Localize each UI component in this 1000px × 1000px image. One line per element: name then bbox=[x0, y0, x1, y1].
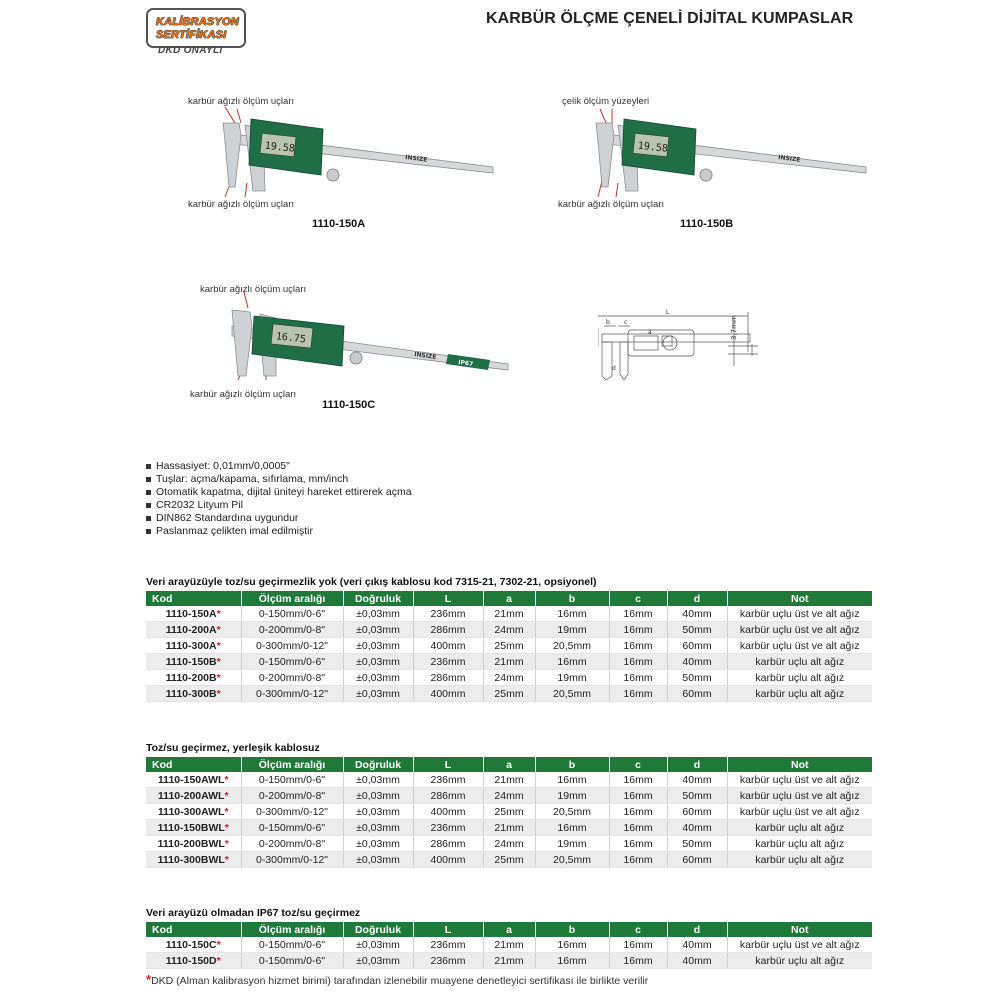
table-cell: karbür uçlu üst ve alt ağız bbox=[727, 788, 872, 804]
table-cell: 60mm bbox=[667, 686, 727, 702]
callout-a-top: karbür ağızlı ölçüm uçları bbox=[188, 96, 295, 107]
table-row bbox=[146, 836, 872, 852]
table-cell: karbür uçlu üst ve alt ağız bbox=[727, 622, 872, 638]
table-cell: 24mm bbox=[483, 788, 535, 804]
table-cell: karbür uçlu üst ve alt ağız bbox=[727, 772, 872, 788]
column-header: L bbox=[413, 757, 483, 772]
callout-b-bottom: karbür ağızlı ölçüm uçları bbox=[558, 199, 665, 210]
table-cell: 236mm bbox=[413, 606, 483, 622]
dim-label-d: d bbox=[612, 365, 616, 372]
table-cell: karbür uçlu alt ağız bbox=[727, 852, 872, 868]
table-cell: karbür uçlu alt ağız bbox=[727, 654, 872, 670]
table-cell: ±0,03mm bbox=[343, 953, 413, 969]
dim-label-c: c bbox=[624, 319, 628, 326]
lcd-value-b: 19.58 bbox=[637, 140, 669, 155]
dim-label-3-7mm: 3,7mm bbox=[730, 315, 738, 340]
product-code-cell bbox=[146, 686, 241, 702]
spec-table-1 bbox=[146, 591, 872, 702]
table-row bbox=[146, 686, 872, 702]
table-cell: ±0,03mm bbox=[343, 820, 413, 836]
table-cell: 24mm bbox=[483, 836, 535, 852]
table-cell: ±0,03mm bbox=[343, 937, 413, 953]
table-cell: 24mm bbox=[483, 622, 535, 638]
column-header: L bbox=[413, 591, 483, 606]
feature-item: Hassasiyet: 0,01mm/0,0005" bbox=[146, 460, 412, 473]
table-header-row bbox=[146, 591, 872, 606]
table-cell: ±0,03mm bbox=[343, 772, 413, 788]
product-code-cell bbox=[146, 937, 241, 953]
dkd-star: * bbox=[224, 837, 229, 850]
table-cell: ±0,03mm bbox=[343, 606, 413, 622]
table-cell: 20,5mm bbox=[535, 638, 609, 654]
table-cell: ±0,03mm bbox=[343, 686, 413, 702]
table-cell: 0-300mm/0-12" bbox=[241, 638, 343, 654]
column-header: Not bbox=[727, 922, 872, 937]
table-cell: 400mm bbox=[413, 638, 483, 654]
badge-line-1: KALİBRASYON bbox=[156, 16, 239, 28]
column-header: Doğruluk bbox=[343, 757, 413, 772]
table-cell: karbür uçlu alt ağız bbox=[727, 670, 872, 686]
table-cell: 16mm bbox=[609, 804, 667, 820]
table-cell: 236mm bbox=[413, 937, 483, 953]
table-cell: 286mm bbox=[413, 788, 483, 804]
table-cell: 0-150mm/0-6" bbox=[241, 772, 343, 788]
page-title: KARBÜR ÖLÇME ÇENELİ DİJİTAL KUMPASLAR bbox=[486, 10, 854, 27]
model-label-c: 1110-150C bbox=[322, 399, 376, 411]
table-row bbox=[146, 638, 872, 654]
column-header: c bbox=[609, 922, 667, 937]
table-2-title: Toz/su geçirmez, yerleşik kablosuz bbox=[146, 742, 320, 754]
product-code: 1110-150AWL bbox=[157, 773, 225, 786]
table-cell: 25mm bbox=[483, 804, 535, 820]
table-cell: 16mm bbox=[535, 654, 609, 670]
table-cell: 20,5mm bbox=[535, 804, 609, 820]
column-header: Ölçüm aralığı bbox=[241, 757, 343, 772]
column-header: a bbox=[483, 591, 535, 606]
table-cell: 16mm bbox=[609, 953, 667, 969]
table-cell: 16mm bbox=[535, 937, 609, 953]
table-cell: ±0,03mm bbox=[343, 670, 413, 686]
column-header: c bbox=[609, 757, 667, 772]
table-cell: 21mm bbox=[483, 654, 535, 670]
table-cell: 286mm bbox=[413, 836, 483, 852]
table-row bbox=[146, 953, 872, 969]
feature-item: Paslanmaz çelikten imal edilmiştir bbox=[146, 525, 412, 538]
product-code: 1110-150B bbox=[165, 655, 217, 668]
column-header: b bbox=[535, 922, 609, 937]
callout-c-top: karbür ağızlı ölçüm uçları bbox=[200, 284, 307, 295]
product-code-cell bbox=[146, 772, 241, 788]
column-header: Kod bbox=[146, 757, 241, 772]
footnote bbox=[146, 972, 648, 987]
table-cell: 16mm bbox=[609, 937, 667, 953]
product-code: 1110-300BWL bbox=[157, 853, 225, 866]
table-cell: 19mm bbox=[535, 622, 609, 638]
product-code-cell bbox=[146, 654, 241, 670]
table-cell: 40mm bbox=[667, 772, 727, 788]
table-cell: karbür uçlu üst ve alt ağız bbox=[727, 638, 872, 654]
product-code: 1110-150A bbox=[165, 607, 217, 620]
table-cell: 50mm bbox=[667, 836, 727, 852]
column-header: b bbox=[535, 591, 609, 606]
column-header: a bbox=[483, 922, 535, 937]
table-cell: 286mm bbox=[413, 622, 483, 638]
dim-label-L: L bbox=[666, 309, 670, 316]
dkd-star: * bbox=[216, 639, 221, 652]
badge-line-3: DKD ONAYLI bbox=[158, 45, 223, 56]
table-cell: 21mm bbox=[483, 820, 535, 836]
table-cell: 16mm bbox=[609, 836, 667, 852]
table-row bbox=[146, 772, 872, 788]
table-cell: karbür uçlu alt ağız bbox=[727, 686, 872, 702]
table-cell: karbür uçlu üst ve alt ağız bbox=[727, 606, 872, 622]
model-label-a: 1110-150A bbox=[312, 218, 366, 230]
table-cell: 16mm bbox=[609, 670, 667, 686]
table-cell: 0-300mm/0-12" bbox=[241, 686, 343, 702]
feature-item: Tuşlar: açma/kapama, sıfırlama, mm/inch bbox=[146, 473, 412, 486]
dkd-star: * bbox=[216, 687, 221, 700]
table-cell: 0-150mm/0-6" bbox=[241, 606, 343, 622]
product-code-cell bbox=[146, 953, 241, 969]
column-header: Doğruluk bbox=[343, 922, 413, 937]
table-3-title: Veri arayüzü olmadan IP67 toz/su geçirmez bbox=[146, 907, 361, 919]
dkd-star: * bbox=[224, 805, 229, 818]
table-row bbox=[146, 937, 872, 953]
table-cell: karbür uçlu alt ağız bbox=[727, 953, 872, 969]
table-cell: 60mm bbox=[667, 804, 727, 820]
dim-label-b: b bbox=[606, 319, 610, 326]
table-cell: 24mm bbox=[483, 670, 535, 686]
dkd-star: * bbox=[216, 954, 221, 967]
column-header: Doğruluk bbox=[343, 591, 413, 606]
column-header: b bbox=[535, 757, 609, 772]
footnote-text: DKD (Alman kalibrasyon hizmet birimi) tarafından izlenebilir muayene denetleyici sertifikası ile birlikte verilir bbox=[151, 975, 649, 987]
table-cell: ±0,03mm bbox=[343, 638, 413, 654]
dkd-star: * bbox=[216, 607, 221, 620]
table-cell: karbür uçlu üst ve alt ağız bbox=[727, 937, 872, 953]
column-header: Ölçüm aralığı bbox=[241, 591, 343, 606]
table-cell: 40mm bbox=[667, 937, 727, 953]
table-cell: 19mm bbox=[535, 788, 609, 804]
table-cell: 0-200mm/0-8" bbox=[241, 622, 343, 638]
table-cell: 16mm bbox=[609, 788, 667, 804]
table-row bbox=[146, 820, 872, 836]
table-cell: ±0,03mm bbox=[343, 654, 413, 670]
model-label-b: 1110-150B bbox=[680, 218, 734, 230]
table-cell: 0-300mm/0-12" bbox=[241, 804, 343, 820]
table-cell: 236mm bbox=[413, 654, 483, 670]
brand-logo-a: INSIZE bbox=[404, 154, 428, 164]
callout-c-bottom: karbür ağızlı ölçüm uçları bbox=[190, 389, 297, 400]
table-cell: 16mm bbox=[609, 820, 667, 836]
caliper-image-b bbox=[578, 105, 878, 205]
table-cell: 0-150mm/0-6" bbox=[241, 937, 343, 953]
product-code-cell bbox=[146, 804, 241, 820]
table-cell: ±0,03mm bbox=[343, 852, 413, 868]
calibration-badge bbox=[146, 8, 258, 54]
table-cell: 25mm bbox=[483, 638, 535, 654]
table-cell: 19mm bbox=[535, 836, 609, 852]
dkd-star: * bbox=[216, 623, 221, 636]
product-code-cell bbox=[146, 638, 241, 654]
product-code-cell bbox=[146, 820, 241, 836]
table-row bbox=[146, 654, 872, 670]
product-code: 1110-200B bbox=[165, 671, 217, 684]
callout-b-top: çelik ölçüm yüzeyleri bbox=[562, 96, 650, 107]
table-cell: 50mm bbox=[667, 622, 727, 638]
product-code-cell bbox=[146, 606, 241, 622]
table-cell: 25mm bbox=[483, 686, 535, 702]
table-cell: 16mm bbox=[535, 953, 609, 969]
table-cell: 0-150mm/0-6" bbox=[241, 820, 343, 836]
column-header: L bbox=[413, 922, 483, 937]
column-header: a bbox=[483, 757, 535, 772]
table-row bbox=[146, 606, 872, 622]
feature-item: DIN862 Standardına uygundur bbox=[146, 512, 412, 525]
column-header: d bbox=[667, 922, 727, 937]
feature-item: CR2032 Lityum Pil bbox=[146, 499, 412, 512]
dkd-star: * bbox=[224, 773, 229, 786]
table-cell: 21mm bbox=[483, 953, 535, 969]
product-code: 1110-200BWL bbox=[157, 837, 225, 850]
dkd-star: * bbox=[224, 853, 229, 866]
caliper-image-a bbox=[205, 105, 505, 205]
table-cell: 0-150mm/0-6" bbox=[241, 654, 343, 670]
product-code-cell bbox=[146, 836, 241, 852]
product-code-cell bbox=[146, 788, 241, 804]
column-header: Ölçüm aralığı bbox=[241, 922, 343, 937]
table-cell: 40mm bbox=[667, 654, 727, 670]
product-code: 1110-200A bbox=[165, 623, 217, 636]
dkd-star: * bbox=[216, 938, 221, 951]
table-cell: 400mm bbox=[413, 686, 483, 702]
badge-frame bbox=[146, 8, 246, 48]
table-cell: 16mm bbox=[535, 772, 609, 788]
column-header: Not bbox=[727, 591, 872, 606]
dkd-star: * bbox=[224, 821, 229, 834]
table-cell: 50mm bbox=[667, 788, 727, 804]
table-cell: 60mm bbox=[667, 852, 727, 868]
table-cell: 16mm bbox=[609, 638, 667, 654]
brand-logo-b: INSIZE bbox=[777, 154, 801, 164]
column-header: c bbox=[609, 591, 667, 606]
table-cell: 16mm bbox=[609, 686, 667, 702]
column-header: d bbox=[667, 591, 727, 606]
feature-list bbox=[146, 460, 412, 538]
table-cell: 25mm bbox=[483, 852, 535, 868]
column-header: Kod bbox=[146, 922, 241, 937]
product-code: 1110-150BWL bbox=[157, 821, 225, 834]
table-header-row bbox=[146, 757, 872, 772]
product-code: 1110-300AWL bbox=[157, 805, 225, 818]
table-cell: 400mm bbox=[413, 852, 483, 868]
table-cell: 50mm bbox=[667, 670, 727, 686]
spec-table-3 bbox=[146, 922, 872, 969]
column-header: d bbox=[667, 757, 727, 772]
table-cell: ±0,03mm bbox=[343, 804, 413, 820]
table-cell: ±0,03mm bbox=[343, 836, 413, 852]
column-header: Kod bbox=[146, 591, 241, 606]
table-cell: 236mm bbox=[413, 772, 483, 788]
badge-line-2: SERTİFİKASI bbox=[156, 29, 227, 41]
table-cell: 286mm bbox=[413, 670, 483, 686]
table-cell: 21mm bbox=[483, 937, 535, 953]
caliper-image-c bbox=[218, 292, 518, 388]
table-cell: 400mm bbox=[413, 804, 483, 820]
table-cell: 21mm bbox=[483, 606, 535, 622]
table-cell: 16mm bbox=[535, 820, 609, 836]
table-cell: 16mm bbox=[609, 654, 667, 670]
dimension-diagram bbox=[598, 306, 774, 390]
table-header-row bbox=[146, 922, 872, 937]
table-cell: 16mm bbox=[609, 852, 667, 868]
table-cell: karbür uçlu üst ve alt ağız bbox=[727, 804, 872, 820]
table-cell: 0-300mm/0-12" bbox=[241, 852, 343, 868]
table-cell: 0-150mm/0-6" bbox=[241, 953, 343, 969]
table-cell: karbür uçlu alt ağız bbox=[727, 836, 872, 852]
table-cell: karbür uçlu alt ağız bbox=[727, 820, 872, 836]
product-code: 1110-150D bbox=[165, 954, 217, 967]
table-cell: 40mm bbox=[667, 606, 727, 622]
dkd-star: * bbox=[216, 671, 221, 684]
footnote-star: * bbox=[146, 972, 152, 987]
table-cell: 0-200mm/0-8" bbox=[241, 788, 343, 804]
table-cell: 0-200mm/0-8" bbox=[241, 670, 343, 686]
table-cell: 40mm bbox=[667, 820, 727, 836]
table-row bbox=[146, 852, 872, 868]
table-cell: 16mm bbox=[609, 606, 667, 622]
product-code: 1110-300B bbox=[165, 687, 217, 700]
spec-table-2 bbox=[146, 757, 872, 868]
lcd-value-a: 19.58 bbox=[264, 140, 296, 155]
table-cell: 21mm bbox=[483, 772, 535, 788]
table-cell: 236mm bbox=[413, 953, 483, 969]
table-cell: ±0,03mm bbox=[343, 622, 413, 638]
ip67-label: IP67 bbox=[457, 359, 474, 369]
table-row bbox=[146, 622, 872, 638]
table-row bbox=[146, 804, 872, 820]
product-code-cell bbox=[146, 852, 241, 868]
product-code-cell bbox=[146, 670, 241, 686]
table-cell: ±0,03mm bbox=[343, 788, 413, 804]
table-cell: 19mm bbox=[535, 670, 609, 686]
table-cell: 236mm bbox=[413, 820, 483, 836]
table-cell: 20,5mm bbox=[535, 686, 609, 702]
product-code: 1110-300A bbox=[165, 639, 217, 652]
lcd-value-c: 16.75 bbox=[275, 331, 307, 346]
table-cell: 40mm bbox=[667, 953, 727, 969]
brand-logo-c: INSIZE bbox=[413, 351, 437, 362]
product-code-cell bbox=[146, 622, 241, 638]
table-cell: 60mm bbox=[667, 638, 727, 654]
table-cell: 16mm bbox=[609, 772, 667, 788]
dkd-star: * bbox=[224, 789, 229, 802]
table-row bbox=[146, 670, 872, 686]
table-cell: 16mm bbox=[609, 622, 667, 638]
feature-item: Otomatik kapatma, dijital üniteyi hareket ettirerek açma bbox=[146, 486, 412, 499]
table-cell: 0-200mm/0-8" bbox=[241, 836, 343, 852]
column-header: Not bbox=[727, 757, 872, 772]
table-cell: 16mm bbox=[535, 606, 609, 622]
dim-label-a: a bbox=[648, 329, 652, 336]
table-row bbox=[146, 788, 872, 804]
table-cell: 20,5mm bbox=[535, 852, 609, 868]
table-1-title: Veri arayüzüyle toz/su geçirmezlik yok (veri çıkış kablosu kod 7315-21, 7302-21, opsiyonel) bbox=[146, 576, 597, 588]
callout-a-bottom: karbür ağızlı ölçüm uçları bbox=[188, 199, 295, 210]
product-code: 1110-150C bbox=[165, 938, 217, 951]
product-code: 1110-200AWL bbox=[157, 789, 225, 802]
dkd-star: * bbox=[216, 655, 221, 668]
